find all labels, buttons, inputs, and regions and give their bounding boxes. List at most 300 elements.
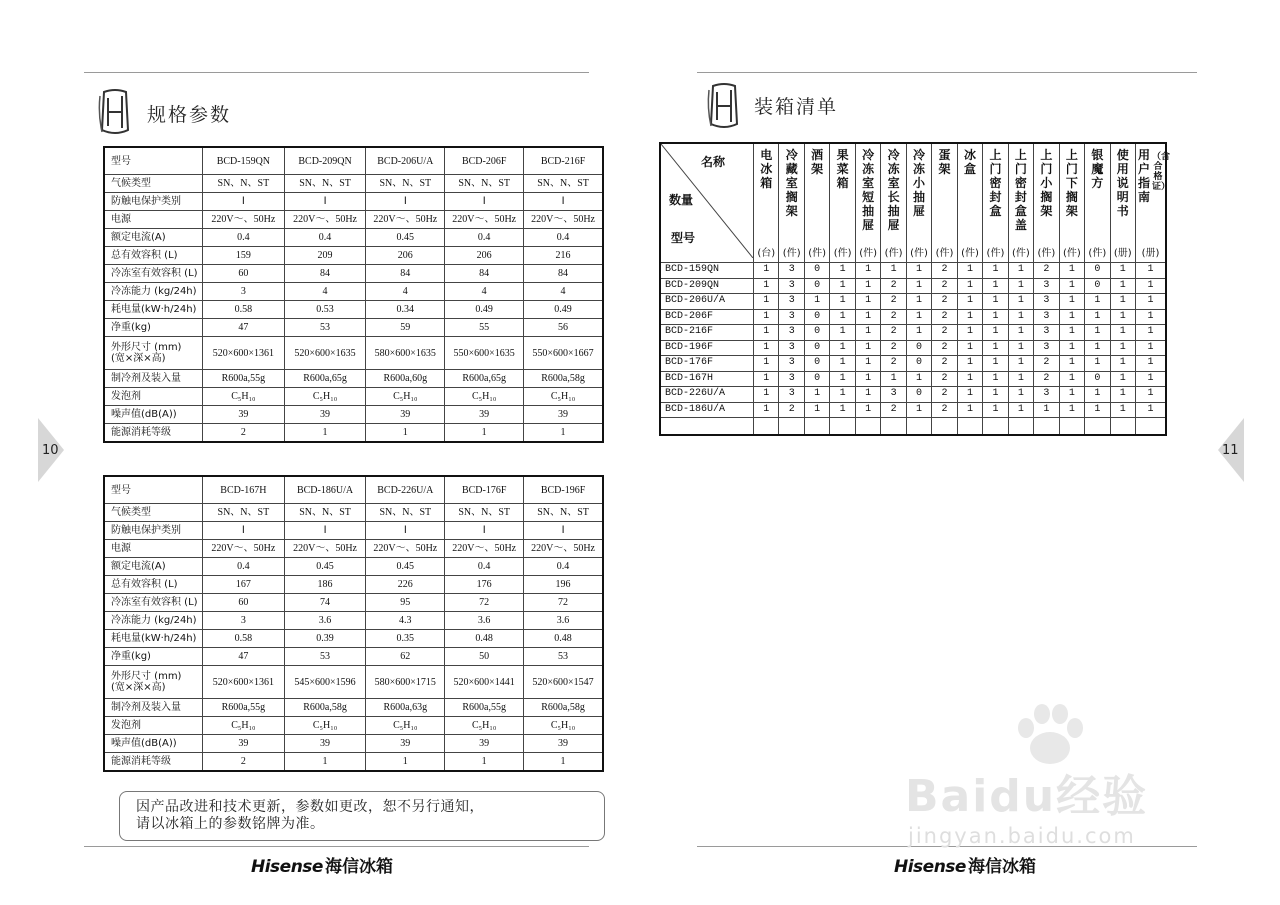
pack-qty: 1 [754, 340, 779, 356]
corner-name: 名称 [701, 155, 726, 169]
column-name: 上门小搁架 [1040, 148, 1053, 218]
pack-qty: 1 [906, 278, 931, 294]
pack-column-header [830, 143, 855, 263]
column-name: 冷藏室搁架 [785, 148, 798, 218]
pack-qty: 1 [1085, 387, 1110, 403]
column-name: 上门密封盒 [989, 148, 1002, 218]
pack-qty: 1 [1085, 294, 1110, 310]
spec-value: 0.49 [524, 301, 603, 319]
pack-column-header [906, 143, 931, 263]
spec-value: 3.6 [445, 612, 524, 630]
pack-qty: 1 [1059, 294, 1084, 310]
pack-row [660, 371, 1166, 387]
spec-value: 0.45 [366, 229, 445, 247]
spec-label: 冷冻能力 (kg/24h) [104, 612, 203, 630]
spec-row [104, 648, 603, 666]
spec-value: 220V～、50Hz [445, 211, 524, 229]
column-header-wrap [779, 148, 803, 262]
pack-qty: 1 [1008, 340, 1033, 356]
spec-value: 95 [366, 594, 445, 612]
fridge-logo-icon [705, 82, 743, 132]
pack-qty: 2 [932, 356, 957, 372]
spec-row [104, 753, 603, 772]
column-name: 酒架 [811, 148, 824, 176]
spec-value: 520×600×1635 [284, 337, 366, 370]
pack-qty: 1 [1059, 309, 1084, 325]
spec-value: 220V～、50Hz [366, 211, 445, 229]
spec-value: R600a,55g [203, 699, 285, 717]
spec-value: 0.4 [203, 558, 285, 576]
spec-label: 噪声值(dB(A)) [104, 735, 203, 753]
spec-value: 545×600×1596 [284, 666, 366, 699]
spec-label: 电源 [104, 211, 203, 229]
corner-diagonal [661, 144, 753, 258]
column-header-wrap [1034, 148, 1058, 262]
spec-value: 3.6 [284, 612, 366, 630]
column-header-wrap [805, 148, 829, 262]
spec-value: 220V～、50Hz [203, 211, 285, 229]
pack-row [660, 387, 1166, 403]
pack-qty: 1 [1136, 294, 1166, 310]
spec-label: 防触电保护类别 [104, 193, 203, 211]
spec-value: 0.39 [284, 630, 366, 648]
pack-qty: 1 [983, 294, 1008, 310]
pack-qty: 1 [1085, 356, 1110, 372]
spec-value: R600a,60g [366, 370, 445, 388]
pack-qty: 1 [1034, 402, 1059, 418]
spec-model-header: BCD-216F [524, 147, 603, 175]
pack-row [660, 402, 1166, 418]
spec-value: 1 [445, 424, 524, 443]
column-name: 用户指南 [1138, 148, 1151, 204]
spec-value: C₅H₁₀ [445, 717, 524, 735]
pack-qty: 1 [1110, 387, 1135, 403]
spec-row [104, 406, 603, 424]
pack-empty-cell [1085, 418, 1110, 436]
pack-qty: 1 [957, 356, 982, 372]
spec-value: 0.35 [366, 630, 445, 648]
spec-label: 净重(kg) [104, 648, 203, 666]
brand-latin: Hisense [251, 857, 323, 877]
pack-qty: 1 [830, 371, 855, 387]
spec-table-2 [103, 475, 604, 772]
spec-row [104, 229, 603, 247]
spec-value: 1 [284, 424, 366, 443]
spec-value: 53 [284, 648, 366, 666]
pack-qty: 1 [855, 309, 880, 325]
pack-qty: 3 [1034, 278, 1059, 294]
spec-value: 60 [203, 594, 285, 612]
spec-value: 3.6 [524, 612, 603, 630]
pack-empty-cell [932, 418, 957, 436]
pack-qty: 1 [983, 278, 1008, 294]
spec-value: Ⅰ [366, 193, 445, 211]
spec-value: Ⅰ [203, 522, 285, 540]
pack-qty: 1 [1008, 371, 1033, 387]
spec-value: SN、N、ST [366, 175, 445, 193]
spec-header-label: 型号 [104, 147, 203, 175]
pack-qty: 1 [1059, 402, 1084, 418]
spec-value: 74 [284, 594, 366, 612]
spec-label: 额定电流(A) [104, 229, 203, 247]
pack-qty: 1 [1136, 356, 1166, 372]
spec-label: 净重(kg) [104, 319, 203, 337]
column-header-wrap [1060, 148, 1084, 262]
column-name: 银魔方 [1091, 148, 1104, 190]
spec-row [104, 666, 603, 699]
spec-value: 4 [524, 283, 603, 301]
pack-empty-cell [779, 418, 804, 436]
spec-value: 2 [203, 753, 285, 772]
spec-value: 39 [524, 735, 603, 753]
pack-empty-cell [1110, 418, 1135, 436]
pack-column-header [957, 143, 982, 263]
pack-qty: 2 [932, 387, 957, 403]
spec-row [104, 388, 603, 406]
spec-value: 196 [524, 576, 603, 594]
pack-qty: 2 [779, 402, 804, 418]
spec-table-1 [103, 146, 604, 443]
column-header-wrap [958, 148, 982, 262]
watermark-url: jingyan.baidu.com [908, 824, 1136, 848]
pack-qty: 1 [1110, 340, 1135, 356]
pack-qty: 1 [881, 263, 906, 279]
pack-qty: 2 [932, 371, 957, 387]
spec-label: 能源消耗等级 [104, 424, 203, 443]
spec-value: C₅H₁₀ [366, 717, 445, 735]
spec-row [104, 319, 603, 337]
spec-value: 47 [203, 319, 285, 337]
spec-value: 206 [445, 247, 524, 265]
pack-qty: 1 [855, 294, 880, 310]
pack-empty-cell [830, 418, 855, 436]
pack-qty: 1 [754, 325, 779, 341]
pack-qty: 2 [881, 294, 906, 310]
spec-value: 0.48 [524, 630, 603, 648]
notice-box [119, 791, 605, 841]
spec-value: 220V～、50Hz [366, 540, 445, 558]
pack-model: BCD-206U/A [660, 294, 754, 310]
page-number-right: 11 [1222, 443, 1239, 458]
pack-empty-cell [1059, 418, 1084, 436]
spec-value: 0.4 [284, 229, 366, 247]
pack-model: BCD-206F [660, 309, 754, 325]
spec-label: 防触电保护类别 [104, 522, 203, 540]
column-header-wrap [932, 148, 956, 262]
spec-label: 发泡剂 [104, 388, 203, 406]
pack-qty: 0 [1085, 278, 1110, 294]
pack-qty: 1 [855, 371, 880, 387]
brand-logo [894, 852, 1036, 877]
pack-qty: 1 [1110, 263, 1135, 279]
column-unit: (件) [961, 248, 979, 259]
brand-logo [251, 852, 393, 877]
spec-row [104, 522, 603, 540]
pack-column-header [1136, 143, 1171, 263]
spec-value: C₅H₁₀ [445, 388, 524, 406]
pack-qty: 1 [957, 340, 982, 356]
spec-value: 159 [203, 247, 285, 265]
spec-value: 39 [366, 735, 445, 753]
pack-qty: 1 [830, 263, 855, 279]
brand-latin: Hisense [894, 857, 966, 877]
spec-value: 0.34 [366, 301, 445, 319]
pack-model: BCD-216F [660, 325, 754, 341]
pack-qty: 1 [1059, 371, 1084, 387]
spec-value: SN、N、ST [445, 504, 524, 522]
spec-value: 0.4 [524, 558, 603, 576]
spec-value: 53 [284, 319, 366, 337]
column-name: 冷冻室短抽屉 [862, 148, 875, 232]
spec-value: 39 [203, 406, 285, 424]
column-header-wrap [754, 148, 778, 262]
pack-qty: 1 [855, 387, 880, 403]
spec-value: 1 [284, 753, 366, 772]
spec-value: 226 [366, 576, 445, 594]
spec-value: C₅H₁₀ [524, 717, 603, 735]
column-unit: (件) [935, 248, 954, 259]
spec-label: 外形尺寸 (mm) (宽×深×高) [104, 666, 203, 699]
pack-empty-cell [1034, 418, 1059, 436]
column-unit: (册) [1141, 248, 1160, 259]
spec-value: Ⅰ [366, 522, 445, 540]
pack-column-header [983, 143, 1008, 263]
pack-qty: 1 [1008, 294, 1033, 310]
spec-value: 220V～、50Hz [524, 211, 603, 229]
pack-column-header [1085, 143, 1110, 263]
column-name: 使用说明书 [1116, 148, 1129, 218]
spec-value: C₅H₁₀ [284, 717, 366, 735]
spec-model-header: BCD-196F [524, 476, 603, 504]
column-name: 电冰箱 [760, 148, 773, 190]
pack-column-header [1034, 143, 1059, 263]
pack-qty: 3 [779, 325, 804, 341]
pack-qty: 1 [1136, 325, 1166, 341]
pack-model: BCD-176F [660, 356, 754, 372]
column-unit: (件) [1088, 248, 1107, 259]
pack-model: BCD-226U/A [660, 387, 754, 403]
spec-label: 气候类型 [104, 504, 203, 522]
pack-row [660, 263, 1166, 279]
pack-qty: 1 [1136, 371, 1166, 387]
pack-row [660, 309, 1166, 325]
spec-value: 0.4 [524, 229, 603, 247]
spec-value: 550×600×1635 [445, 337, 524, 370]
spec-value: 47 [203, 648, 285, 666]
pack-empty-cell [1008, 418, 1033, 436]
spec-value: Ⅰ [445, 522, 524, 540]
column-name: 上门密封盒盖 [1014, 148, 1027, 232]
spec-label: 耗电量(kW·h/24h) [104, 630, 203, 648]
pack-empty-cell [1136, 418, 1166, 436]
spec-value: 520×600×1441 [445, 666, 524, 699]
spec-value: 1 [524, 424, 603, 443]
corner-qty: 数量 [669, 193, 694, 207]
spec-row [104, 594, 603, 612]
spec-value: R600a,55g [203, 370, 285, 388]
spec-value: 0.4 [203, 229, 285, 247]
spec-value: C₅H₁₀ [203, 388, 285, 406]
spec-header-label: 型号 [104, 476, 203, 504]
spec-value: SN、N、ST [203, 504, 285, 522]
spec-row [104, 612, 603, 630]
pack-qty: 1 [754, 371, 779, 387]
pack-qty: 2 [881, 356, 906, 372]
spec-value: 206 [366, 247, 445, 265]
pack-qty: 1 [855, 402, 880, 418]
spec-value: 216 [524, 247, 603, 265]
spec-value: 39 [203, 735, 285, 753]
pack-qty: 3 [779, 263, 804, 279]
spec-row [104, 424, 603, 443]
spec-label: 冷冻能力 (kg/24h) [104, 283, 203, 301]
column-header-wrap [983, 148, 1007, 262]
spec-value: 176 [445, 576, 524, 594]
watermark-logo: Baidu经验 [905, 771, 1149, 822]
pack-qty: 2 [881, 325, 906, 341]
pack-empty-cell [881, 418, 906, 436]
pack-qty: 1 [830, 340, 855, 356]
pack-model: BCD-186U/A [660, 402, 754, 418]
pack-qty: 1 [754, 309, 779, 325]
page-title: 装箱清单 [754, 96, 839, 118]
pack-model: BCD-209QN [660, 278, 754, 294]
spec-model-header: BCD-159QN [203, 147, 285, 175]
spec-value: 60 [203, 265, 285, 283]
spec-value: 59 [366, 319, 445, 337]
pack-row [660, 340, 1166, 356]
pack-qty: 0 [804, 371, 829, 387]
pack-qty: 0 [1085, 263, 1110, 279]
top-rule-right [697, 72, 1197, 73]
pack-qty: 3 [779, 278, 804, 294]
pack-qty: 3 [779, 309, 804, 325]
pack-qty: 1 [830, 356, 855, 372]
page-title: 规格参数 [147, 104, 232, 126]
pack-qty: 1 [983, 263, 1008, 279]
pack-column-header [932, 143, 957, 263]
pack-qty: 1 [957, 387, 982, 403]
pack-qty: 1 [881, 371, 906, 387]
notice-line-1: 因产品改进和技术更新，参数如更改，恕不另行通知， [136, 799, 484, 815]
spec-value: 1 [366, 424, 445, 443]
spec-row [104, 504, 603, 522]
pack-qty: 3 [1034, 340, 1059, 356]
pack-qty: 3 [779, 340, 804, 356]
spec-value: 580×600×1715 [366, 666, 445, 699]
pack-qty: 1 [1136, 387, 1166, 403]
pack-qty: 3 [779, 387, 804, 403]
spec-value: 0.53 [284, 301, 366, 319]
spec-value: SN、N、ST [524, 504, 603, 522]
pack-qty: 1 [983, 325, 1008, 341]
spec-value: 520×600×1361 [203, 666, 285, 699]
corner-model: 型号 [671, 231, 696, 245]
pack-qty: 3 [1034, 294, 1059, 310]
column-header-wrap [1085, 148, 1109, 262]
pack-qty: 1 [1110, 294, 1135, 310]
spec-row [104, 630, 603, 648]
spec-value: 53 [524, 648, 603, 666]
spec-value: 0.58 [203, 301, 285, 319]
spec-value: C₅H₁₀ [366, 388, 445, 406]
pack-qty: 1 [1059, 340, 1084, 356]
spec-row [104, 175, 603, 193]
pack-qty: 1 [1110, 325, 1135, 341]
spec-model-header: BCD-186U/A [284, 476, 366, 504]
pack-qty: 1 [754, 402, 779, 418]
pack-qty: 1 [1085, 309, 1110, 325]
column-unit: (件) [910, 248, 928, 259]
pack-qty: 1 [957, 278, 982, 294]
spec-value: 4 [284, 283, 366, 301]
spec-row [104, 301, 603, 319]
pack-qty: 1 [983, 371, 1008, 387]
spec-value: 550×600×1667 [524, 337, 603, 370]
spec-label: 额定电流(A) [104, 558, 203, 576]
pack-qty: 1 [1136, 263, 1166, 279]
pack-qty: 1 [906, 402, 931, 418]
pack-qty: 1 [1008, 263, 1033, 279]
spec-model-header: BCD-206F [445, 147, 524, 175]
pack-qty: 2 [881, 402, 906, 418]
pack-qty: 2 [932, 263, 957, 279]
column-header-wrap [830, 148, 854, 262]
pack-qty: 1 [1085, 402, 1110, 418]
spec-row [104, 370, 603, 388]
column-unit: (件) [859, 248, 878, 259]
pack-empty-cell [906, 418, 931, 436]
page-number-left: 10 [42, 443, 59, 458]
spec-value: SN、N、ST [284, 504, 366, 522]
column-name: 冷冻室长抽屉 [887, 148, 900, 232]
pack-qty: 1 [957, 371, 982, 387]
brand-cn: 海信冰箱 [324, 857, 393, 877]
pack-qty: 0 [804, 263, 829, 279]
spec-value: 39 [445, 406, 524, 424]
spec-value: 56 [524, 319, 603, 337]
spec-value: 39 [366, 406, 445, 424]
pack-qty: 3 [779, 294, 804, 310]
pack-row [660, 278, 1166, 294]
pack-qty: 1 [1059, 325, 1084, 341]
pack-qty: 1 [1110, 309, 1135, 325]
pack-qty: 0 [804, 325, 829, 341]
pack-qty: 2 [881, 278, 906, 294]
spec-value: SN、N、ST [445, 175, 524, 193]
spec-row [104, 211, 603, 229]
spec-label: 外形尺寸 (mm) (宽×深×高) [104, 337, 203, 370]
spec-value: 0.45 [366, 558, 445, 576]
spec-value: 1 [366, 753, 445, 772]
pack-qty: 2 [932, 294, 957, 310]
spec-value: R600a,65g [284, 370, 366, 388]
spec-label: 制冷剂及装入量 [104, 370, 203, 388]
pack-qty: 0 [804, 356, 829, 372]
pack-qty: 1 [830, 294, 855, 310]
spec-value: C₅H₁₀ [203, 717, 285, 735]
pack-qty: 3 [1034, 325, 1059, 341]
pack-qty: 1 [754, 278, 779, 294]
spec-value: 3 [203, 612, 285, 630]
pack-qty: 3 [1034, 387, 1059, 403]
pack-qty: 0 [804, 278, 829, 294]
spec-value: 167 [203, 576, 285, 594]
pack-qty: 2 [1034, 371, 1059, 387]
pack-row [660, 325, 1166, 341]
spec-value: 4 [366, 283, 445, 301]
spec-value: 1 [445, 753, 524, 772]
